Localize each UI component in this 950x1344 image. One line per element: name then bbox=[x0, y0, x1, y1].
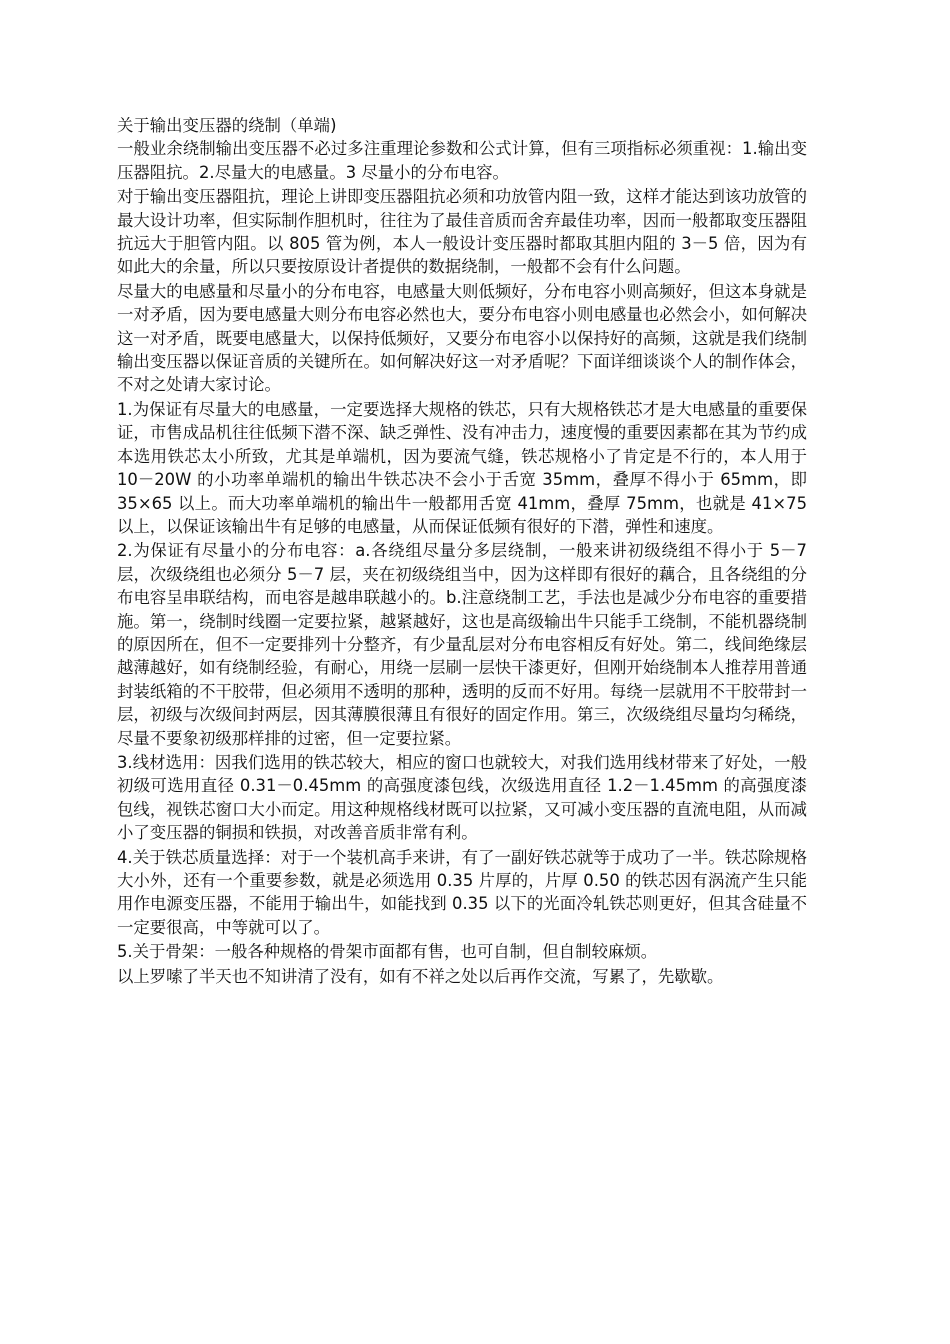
paragraph-intro: 一般业余绕制输出变压器不必过多注重理论参数和公式计算，但有三项指标必须重视：1.输出变压器阻抗。2.尽量大的电感量。3 尽量小的分布电容。 bbox=[117, 139, 807, 182]
document-page bbox=[117, 114, 807, 988]
paragraph-point-4-core-quality: 4.关于铁芯质量选择：对于一个装机高手来讲，有了一副好铁芯就等于成功了一半。铁芯除规格大小外，还有一个重要参数，就是必须选用 0.35 片厚的，片厚 0.50 的铁芯因有涡流产生只能用作电源变压器，不能用于输出牛，如能找到 0.35 以下的光面冷轧铁芯则更好，但其含硅量不一定要很高，中等就可以了。 bbox=[117, 847, 807, 937]
document-title: 关于输出变压器的绕制（单端) bbox=[117, 116, 337, 135]
paragraph-point-5-bobbin: 5.关于骨架：一般各种规格的骨架市面都有售，也可自制，但自制较麻烦。 bbox=[117, 942, 658, 962]
paragraph-closing: 以上罗嗦了半天也不知讲清了没有，如有不祥之处以后再作交流，写累了，先歇歇。 bbox=[117, 966, 724, 986]
paragraph-point-2-distributed-capacitance: 2.为保证有尽量小的分布电容：a.各绕组尽量分多层绕制，一般来讲初级绕组不得小于 5－7 层，次级绕组也必须分 5－7 层，夹在初级绕组当中，因为这样即有很好的藕合，且各绕组的分布电容呈串联结构，而电容是越串联越小的。b.注意绕制工艺，手法也是减少分布电容的重要措施。第一，绕制时线圈一定要拉紧，越紧越好，这也是高级输出牛只能手工绕制，不能机器绕制的原因所在，但不一定要排列十分整齐，有少量乱层对分布电容相反有好处。第二，线间绝缘层越薄越好，如有绕制经验，有耐心，用绕一层刷一层快干漆更好，但刚开始绕制本人推荐用普通封装纸箱的不干胶带，但必须用不透明的那种，透明的反而不好用。每绕一层就用不干胶带封一层，初级与次级间封两层，因其薄膜很薄且有很好的固定作用。第三，次级绕组尽量均匀稀绕，尽量不要象初级那样排的过密，但一定要拉紧。 bbox=[117, 541, 807, 748]
paragraph-inductance-capacitance: 尽量大的电感量和尽量小的分布电容，电感量大则低频好，分布电容小则高频好，但这本身就是一对矛盾，因为要电感量大则分布电容必然也大，要分布电容小则电感量也必然会小，如何解决这一对矛盾，既要电感量大，以保持低频好，又要分布电容小以保持好的高频，这就是我们绕制输出变压器以保证音质的关键所在。如何解决好这一对矛盾呢？下面详细谈谈个人的制作体会，不对之处请大家讨论。 bbox=[117, 281, 807, 395]
paragraph-point-1-core-size: 1.为保证有尽量大的电感量，一定要选择大规格的铁芯，只有大规格铁芯才是大电感量的重要保证，市售成品机往往低频下潜不深、缺乏弹性、没有冲击力，速度慢的重要因素都在其为节约成本选用铁芯太小所致，尤其是单端机，因为要流气缝，铁芯规格小了肯定是不行的，本人用于 10－20W 的小功率单端机的输出牛铁芯决不会小于舌宽 35mm，叠厚不得小于 65mm，即 35×65 以上。而大功率单端机的输出牛一般都用舌宽 41mm，叠厚 75mm，也就是 41×75 以上，以保证该输出牛有足够的电感量，从而保证低频有很好的下潜，弹性和速度。 bbox=[117, 399, 807, 536]
paragraph-impedance: 对于输出变压器阻抗，理论上讲即变压器阻抗必须和功放管内阻一致，这样才能达到该功放管的最大设计功率，但实际制作胆机时，往往为了最佳音质而舍弃最佳功率，因而一般都取变压器阻抗远大于胆管内阻。以 805 管为例，本人一般设计变压器时都取其胆内阻的 3－5 倍，因为有如此大的余量，所以只要按原设计者提供的数据绕制，一般都不会有什么问题。 bbox=[117, 187, 807, 277]
paragraph-point-3-wire-selection: 3.线材选用：因我们选用的铁芯较大，相应的窗口也就较大，对我们选用线材带来了好处，一般初级可选用直径 0.31－0.45mm 的高强度漆包线，次级选用直径 1.2－1.45mm 的高强度漆包线，视铁芯窗口大小而定。用这种规格线材既可以拉紧，又可减小变压器的直流电阻，从而减小了变压器的铜损和铁损，对改善音质非常有利。 bbox=[117, 752, 807, 843]
